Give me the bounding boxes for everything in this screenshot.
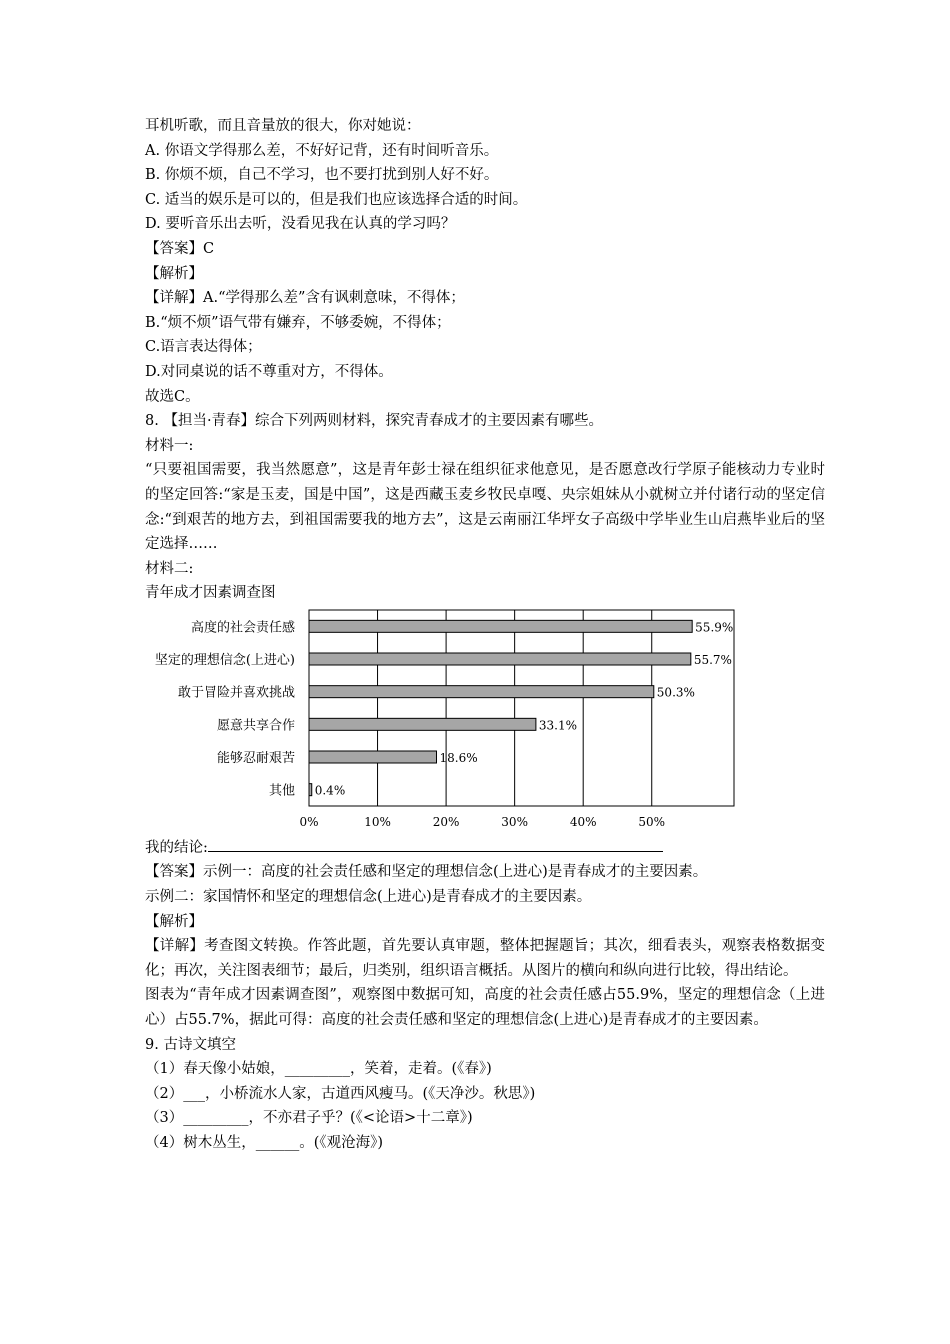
- q8-answer-line: 示例二：家国情怀和坚定的理想信念(上进心)是青春成才的主要因素。: [145, 889, 592, 906]
- q7-detail-line: D.对同桌说的话不尊重对方，不得体。: [145, 363, 393, 380]
- q7-answer: 【答案】C: [145, 240, 215, 257]
- q9-item-blank[interactable]: _________: [284, 1061, 350, 1078]
- q9-item-text: （4）树木丛生，: [145, 1135, 256, 1151]
- plot-frame: [309, 610, 734, 806]
- q9-item-blank[interactable]: ______: [255, 1135, 300, 1151]
- q9-item: [145, 1057, 825, 1082]
- q9-item-text: ，不亦君子乎？(《<论语>十二章》): [248, 1110, 473, 1127]
- q7-detail-line: C.语言表达得体；: [145, 339, 262, 356]
- bar: [309, 718, 536, 730]
- bar: [309, 686, 654, 698]
- category-label: 坚定的理想信念(上进心): [154, 652, 295, 668]
- x-tick-label: 40%: [569, 814, 597, 829]
- bar: [309, 620, 692, 632]
- q9-item: [145, 1106, 825, 1131]
- q7-detail-line: B.“烦不烦”语气带有嫌弃，不够委婉，不得体；: [145, 314, 451, 331]
- category-label: 愿意共享合作: [216, 718, 295, 734]
- q8-analysis-label: 【解析】: [145, 913, 203, 930]
- category-label: 高度的社会责任感: [190, 620, 295, 636]
- value-label: 33.1%: [538, 718, 578, 733]
- x-tick-label: 50%: [638, 814, 666, 829]
- q8-answer-line: 【答案】示例一：高度的社会责任感和坚定的理想信念(上进心)是青春成才的主要因素。: [145, 864, 708, 881]
- q8-detail-para: 图表为“青年成才因素调查图”，观察图中数据可知，高度的社会责任感占55.9%，坚定的理想信念（上进心）占55.7%，据此可得：高度的社会责任感和坚定的理想信念(上进心)是青春成才的主要因素。: [145, 987, 825, 1029]
- q9-item-blank[interactable]: _________: [183, 1110, 249, 1127]
- q9-item-text: ，笑着，走着。(《春》): [349, 1061, 492, 1078]
- bar: [309, 653, 691, 665]
- q7-detail-line: 【详解】A.“学得那么差”含有讽刺意味，不得体；: [145, 290, 465, 307]
- q7-option-a: A. 你语文学得那么差，不好好记背，还有时间听音乐。: [145, 142, 499, 159]
- value-label: 55.9%: [695, 620, 734, 635]
- q7-option-b: B. 你烦不烦，自己不学习，也不要打扰到别人好不好。: [145, 167, 499, 184]
- q7-option-c: C. 适当的娱乐是可以的，但是我们也应该选择合适的时间。: [145, 191, 528, 208]
- q8-stem: 8. 【担当·青春】综合下列两则材料，探究青春成才的主要因素有哪些。: [145, 413, 604, 430]
- category-label: 敢于冒险并喜欢挑战: [177, 685, 295, 701]
- conclusion-line: [145, 836, 825, 861]
- q7-stem: 耳机听歌，而且音量放的很大，你对她说：: [145, 118, 421, 134]
- value-label: 50.3%: [656, 685, 695, 700]
- value-label: 18.6%: [439, 750, 478, 765]
- q8-material2-label: 材料二:: [145, 560, 194, 577]
- q9-item-text: ，小桥流水人家，古道西风瘦马。(《天净沙。秋思》): [204, 1085, 536, 1102]
- q7-detail-line: 故选C。: [145, 388, 200, 405]
- category-label: 能够忍耐艰苦: [216, 750, 295, 766]
- x-tick-label: 20%: [432, 814, 460, 829]
- q9-item: [145, 1082, 825, 1107]
- bar: [309, 784, 312, 796]
- chart-title: 青年成才因素调查图: [145, 585, 276, 602]
- q9-item-blank[interactable]: ___: [183, 1085, 205, 1102]
- document-page: [145, 114, 825, 1156]
- q7-option-d: D. 要听音乐出去听，没看见我在认真的学习吗？: [145, 216, 456, 233]
- chart-svg: [145, 608, 785, 836]
- survey-bar-chart: [145, 608, 785, 836]
- x-tick-label: 30%: [501, 814, 528, 829]
- category-label: 其他: [268, 783, 295, 799]
- q9-item-text: （2）: [145, 1085, 184, 1102]
- q8-material1-text: “只要祖国需要，我当然愿意”，这是青年彭士禄在组织征求他意见，是否愿意改行学原子能核动力专业时的坚定回答:“家是玉麦，国是中国”，这是西藏玉麦乡牧民卓嘎、央宗姐妹从小就树立并付诸行动的坚定信念:“到艰苦的地方去，到祖国需要我的地方去”，这是云南丽江华坪女子高级中学毕业生山启燕毕业后的坚定选择……: [145, 462, 825, 553]
- conclusion-label: 我的结论:: [145, 839, 208, 856]
- x-tick-label: 10%: [364, 814, 391, 829]
- q9-item-text: （3）: [145, 1110, 184, 1127]
- bar: [309, 751, 437, 763]
- q9-item: [145, 1131, 825, 1156]
- q7-analysis-label: 【解析】: [145, 265, 203, 282]
- q9-stem: 9. 古诗文填空: [145, 1036, 236, 1053]
- q8-detail-para: 【详解】考查图文转换。作答此题，首先要认真审题，整体把握题旨；其次，细看表头，观察表格数据变化；再次，关注图表细节；最后，归类别，组织语言概括。从图片的横向和纵向进行比较，得出结论。: [145, 938, 825, 979]
- x-tick-label: 0%: [299, 814, 319, 829]
- q8-material1-label: 材料一:: [145, 437, 194, 454]
- q9-item-text: 。(《观沧海》): [299, 1135, 384, 1151]
- value-label: 0.4%: [314, 783, 346, 798]
- q9-item-text: （1）春天像小姑娘，: [145, 1061, 285, 1078]
- value-label: 55.7%: [693, 652, 732, 667]
- conclusion-blank[interactable]: [208, 836, 663, 852]
